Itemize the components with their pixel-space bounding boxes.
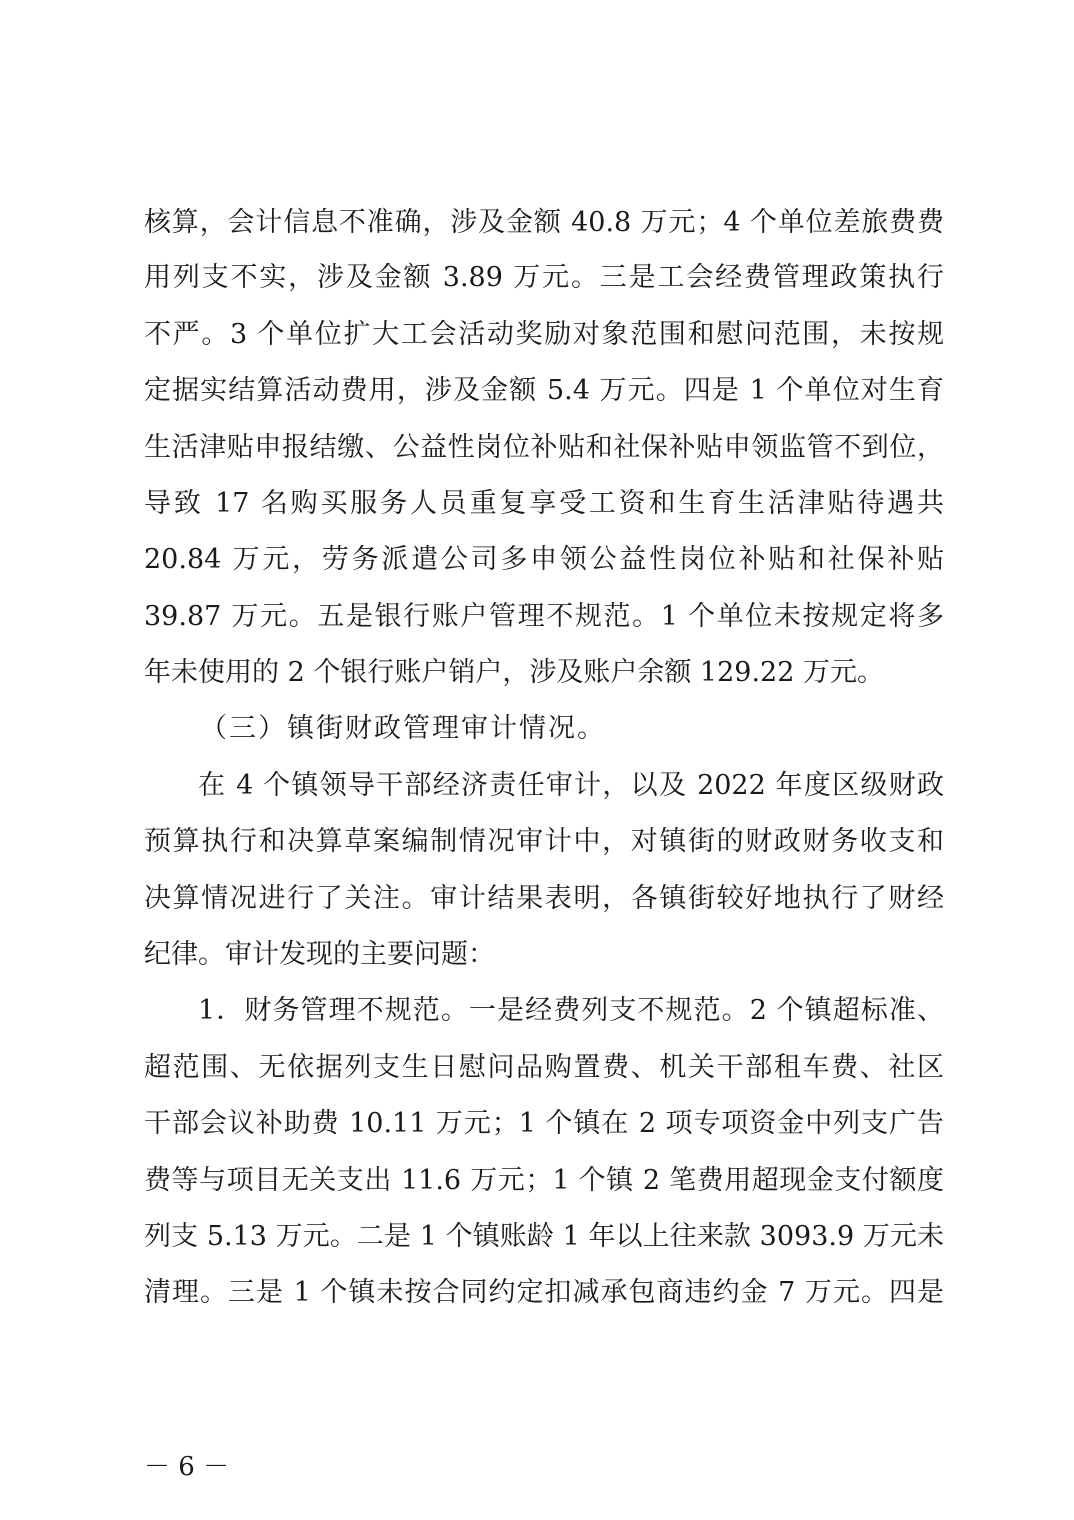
body-line-8: 39.87 万元。五是银行账户管理不规范。1 个单位未按规定将多 [144, 601, 944, 632]
body-line-16: 超范围、无依据列支生日慰问品购置费、机关干部租车费、社区 [144, 1052, 944, 1083]
body-line-13: 决算情况进行了关注。审计结果表明，各镇街较好地执行了财经 [144, 883, 944, 914]
body-line-2: 用列支不实，涉及金额 3.89 万元。三是工会经费管理政策执行 [144, 262, 944, 293]
section-heading: （三）镇街财政管理审计情况。 [200, 713, 606, 744]
body-line-17: 干部会议补助费 10.11 万元；1 个镇在 2 项专项资金中列支广告 [144, 1108, 944, 1139]
page-number: － 6 － [144, 1452, 230, 1482]
body-line-11: 在 4 个镇领导干部经济责任审计，以及 2022 年度区级财政 [198, 770, 944, 801]
body-line-14: 纪律。审计发现的主要问题： [144, 939, 495, 970]
body-line-9: 年未使用的 2 个银行账户销户，涉及账户余额 129.22 万元。 [144, 657, 884, 688]
body-line-12: 预算执行和决算草案编制情况审计中，对镇街的财政财务收支和 [144, 826, 944, 857]
body-line-6: 导致 17 名购买服务人员重复享受工资和生育生活津贴待遇共 [144, 488, 944, 519]
body-line-1: 核算，会计信息不准确，涉及金额 40.8 万元；4 个单位差旅费费 [144, 207, 944, 238]
body-line-7: 20.84 万元，劳务派遣公司多申领公益性岗位补贴和社保补贴 [144, 544, 944, 575]
body-line-5: 生活津贴申报结缴、公益性岗位补贴和社保补贴申领监管不到位， [144, 432, 944, 463]
body-line-18: 费等与项目无关支出 11.6 万元；1 个镇 2 笔费用超现金支付额度 [144, 1165, 944, 1196]
body-line-19: 列支 5.13 万元。二是 1 个镇账龄 1 年以上往来款 3093.9 万元未 [144, 1221, 944, 1252]
body-line-3: 不严。3 个单位扩大工会活动奖励对象范围和慰问范围，未按规 [144, 319, 944, 350]
body-line-4: 定据实结算活动费用，涉及金额 5.4 万元。四是 1 个单位对生育 [144, 375, 944, 406]
body-line-20: 清理。三是 1 个镇未按合同约定扣减承包商违约金 7 万元。四是 [144, 1277, 944, 1308]
body-line-15: 1．财务管理不规范。一是经费列支不规范。2 个镇超标准、 [198, 995, 944, 1026]
